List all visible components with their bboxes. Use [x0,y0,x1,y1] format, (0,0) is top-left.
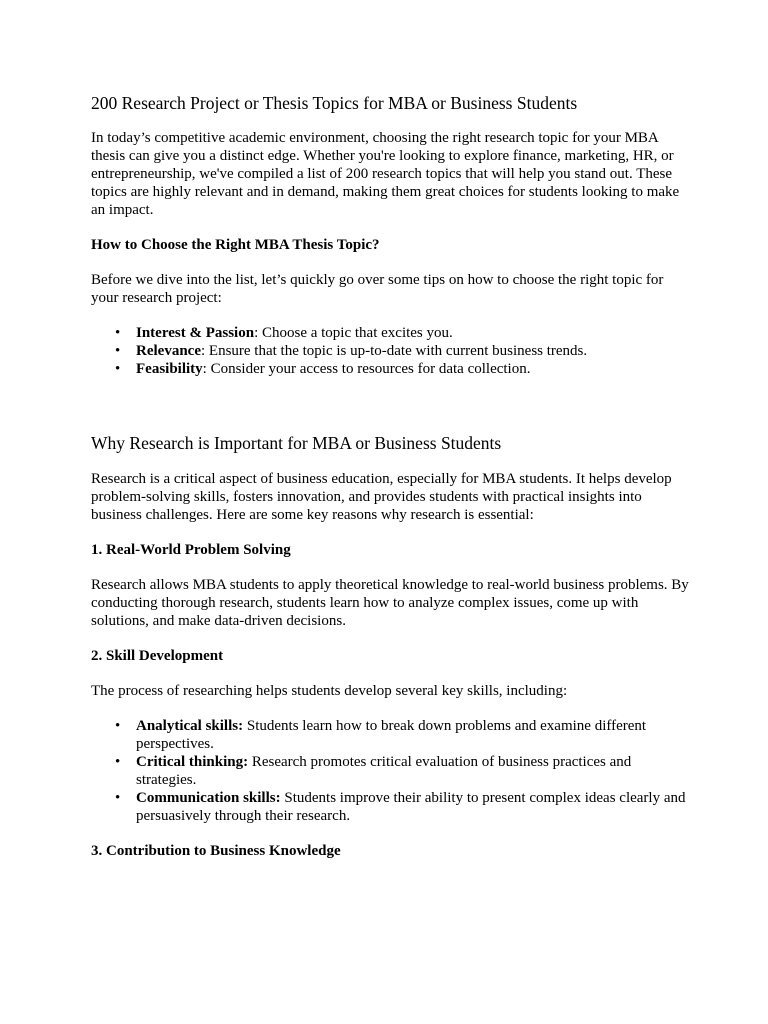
choose-topic-heading: How to Choose the Right MBA Thesis Topic? [91,237,380,253]
section-2-heading: 2. Skill Development [91,648,224,664]
tip-term: Interest & Passion [136,325,255,341]
tip-text: : Choose a topic that excites you. [254,325,453,341]
tip-text: : Consider your access to resources for data collection. [202,361,531,377]
skill-term: Critical thinking: [136,754,249,770]
bullet-icon: • [115,325,121,341]
bullet-icon: • [115,754,121,770]
list-item [115,342,691,360]
tips-list [91,324,691,378]
bullet-icon: • [115,343,121,359]
section-2-text: The process of researching helps students develop several key skills, including: [91,683,568,699]
list-item [115,753,691,789]
list-item [115,789,691,825]
tip-term: Feasibility [136,361,203,377]
intro-paragraph: In today’s competitive academic environment, choosing the right research topic for your MBA thesis can give you a distinct edge. Whether you're looking to explore finance, marketing, HR, or entrepreneurship, we've compiled a list of 200 research topics that will help you stand out. These topics are highly relevant and in demand, making them great choices for students looking to make an impact. [91,130,680,218]
document-content [91,92,691,877]
bullet-icon: • [115,790,121,806]
document-title: 200 Research Project or Thesis Topics for MBA or Business Students [91,93,578,113]
tip-term: Relevance [136,343,201,359]
tip-text: : Ensure that the topic is up-to-date with current business trends. [200,343,588,359]
skills-list [91,717,691,825]
choose-topic-intro: Before we dive into the list, let’s quickly go over some tips on how to choose the right topic for your research project: [91,272,664,306]
why-research-intro: Research is a critical aspect of business education, especially for MBA students. It helps develop problem-solving skills, fosters innovation, and provides students with practical insights into business challenges. Here are some key reasons why research is essential: [91,471,672,523]
skill-text: Students improve their ability to present complex ideas clearly and persuasively through their research. [136,790,686,824]
section-3-heading: 3. Contribution to Business Knowledge [91,843,341,859]
skill-term: Analytical skills: [136,718,244,734]
bullet-icon: • [115,361,121,377]
why-research-heading: Why Research is Important for MBA or Business Students [91,433,502,453]
skill-text: Research promotes critical evaluation of business practices and strategies. [136,754,632,788]
skill-text: Students learn how to break down problems and examine different perspectives. [136,718,647,752]
list-item [115,717,691,753]
section-1-text: Research allows MBA students to apply theoretical knowledge to real-world business problems. By conducting thorough research, students learn how to analyze complex issues, come up with solutions, and make data-driven decisions. [91,577,689,629]
list-item [115,360,691,378]
list-item [115,324,691,342]
section-1-heading: 1. Real-World Problem Solving [91,542,291,558]
skill-term: Communication skills: [136,790,281,806]
bullet-icon: • [115,718,121,734]
